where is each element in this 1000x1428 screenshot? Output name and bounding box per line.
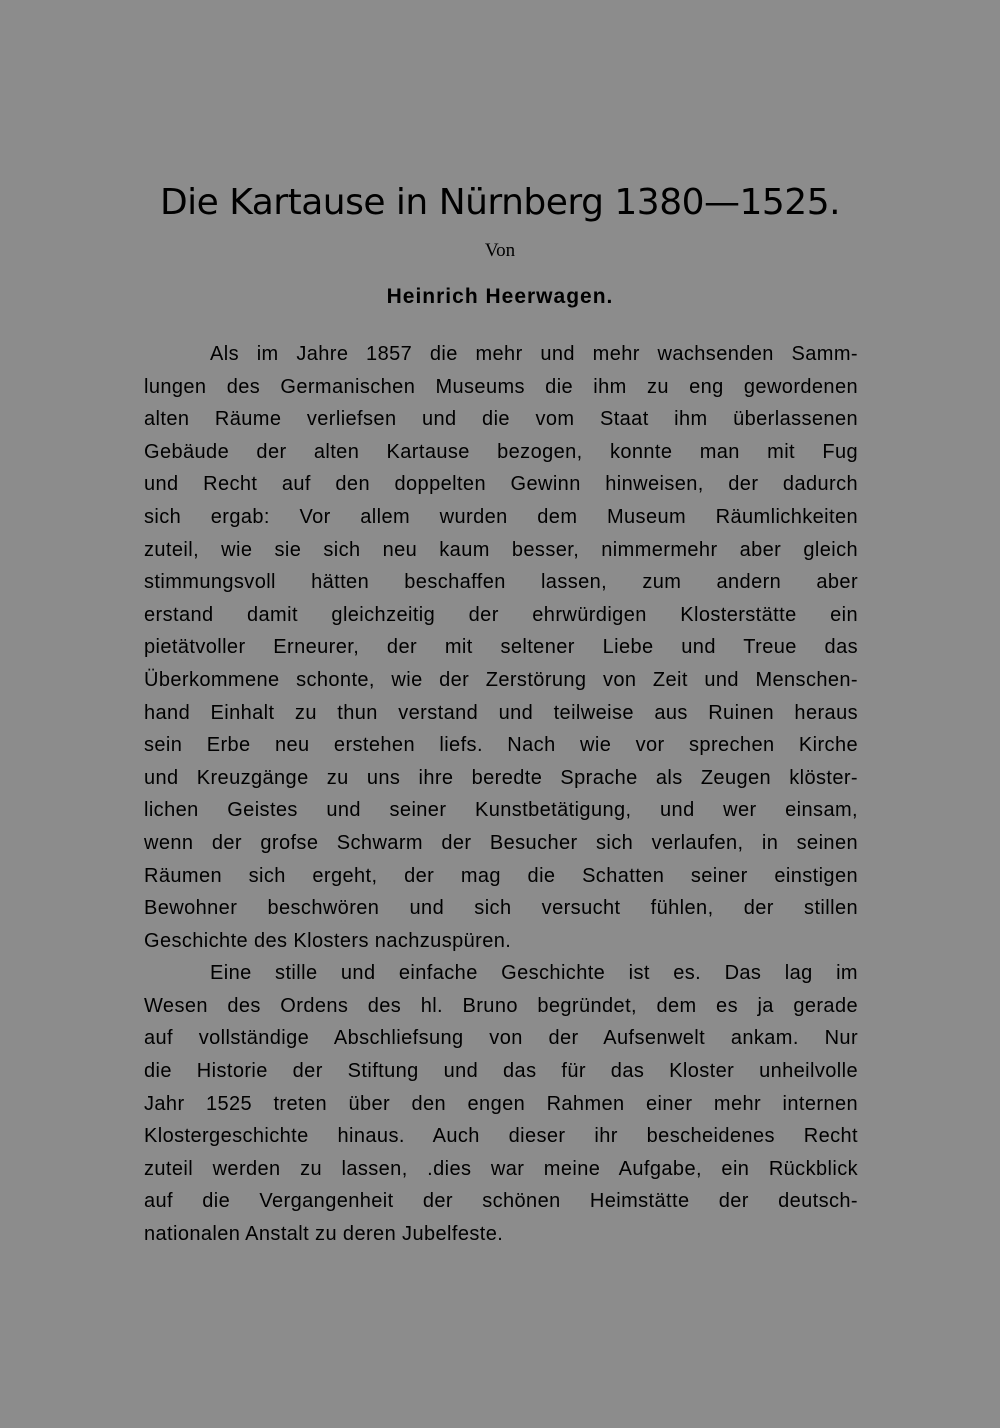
text-line: und Kreuzgänge zu uns ihre beredte Sprache als Zeugen klöster-	[144, 766, 858, 789]
text-line: Eine stille und einfache Geschichte ist es. Das lag im	[210, 962, 858, 985]
text-line: nationalen Anstalt zu deren Jubelfeste.	[144, 1223, 504, 1246]
text-line: zuteil werden zu lassen, .dies war meine Aufgabe, ein Rückblick	[144, 1157, 858, 1180]
text-line: lungen des Germanischen Museums die ihm zu eng gewordenen	[144, 375, 858, 398]
text-line: wenn der grofse Schwarm der Besucher sich verlaufen, in seinen	[144, 831, 858, 854]
text-line: zuteil, wie sie sich neu kaum besser, nimmermehr aber gleich	[144, 538, 858, 561]
text-line: sich ergab: Vor allem wurden dem Museum Räumlichkeiten	[144, 505, 858, 528]
text-line: alten Räume verliefsen und die vom Staat ihm überlassenen	[144, 408, 858, 431]
text-line: erstand damit gleichzeitig der ehrwürdigen Klosterstätte ein	[144, 603, 858, 626]
text-line: Jahr 1525 treten über den engen Rahmen einer mehr internen	[144, 1092, 858, 1115]
text-line: Klostergeschichte hinaus. Auch dieser ihr bescheidenes Recht	[144, 1125, 858, 1148]
text-line: auf die Vergangenheit der schönen Heimstätte der deutsch-	[144, 1190, 858, 1213]
byline-von: Von	[484, 240, 516, 261]
paragraph	[144, 338, 858, 957]
text-line: Räumen sich ergeht, der mag die Schatten seiner einstigen	[144, 864, 858, 887]
text-line: lichen Geistes und seiner Kunstbetätigung, und wer einsam,	[144, 799, 858, 822]
text-line: hand Einhalt zu thun verstand und teilweise aus Ruinen heraus	[144, 701, 858, 724]
author-name: Heinrich Heerwagen.	[386, 285, 614, 308]
text-line: Geschichte des Klosters nachzuspüren.	[144, 929, 512, 952]
article-title: Die Kartause in Nürnberg 1380—1525.	[159, 182, 841, 223]
text-line: stimmungsvoll hätten beschaffen lassen, zum andern aber	[144, 571, 858, 594]
text-line: Überkommene schonte, wie der Zerstörung von Zeit und Menschen-	[144, 668, 858, 691]
text-line: pietätvoller Erneurer, der mit seltener Liebe und Treue das	[144, 636, 858, 659]
text-line: sein Erbe neu erstehen liefs. Nach wie vor sprechen Kirche	[144, 734, 858, 757]
text-line: und Recht auf den doppelten Gewinn hinweisen, der dadurch	[144, 473, 858, 496]
text-line: Als im Jahre 1857 die mehr und mehr wachsenden Samm-	[210, 343, 858, 365]
text-line: Wesen des Ordens des hl. Bruno begründet, dem es ja gerade	[144, 994, 858, 1017]
text-line: die Historie der Stiftung und das für das Kloster unheilvolle	[144, 1060, 858, 1083]
text-line: auf vollständige Abschliefsung von der Aufsenwelt ankam. Nur	[144, 1027, 858, 1050]
article-body	[144, 338, 858, 1251]
paragraph	[144, 957, 858, 1250]
text-line: Gebäude der alten Kartause bezogen, konnte man mit Fug	[144, 440, 858, 463]
text-line: Bewohner beschwören und sich versucht fühlen, der stillen	[144, 897, 858, 920]
